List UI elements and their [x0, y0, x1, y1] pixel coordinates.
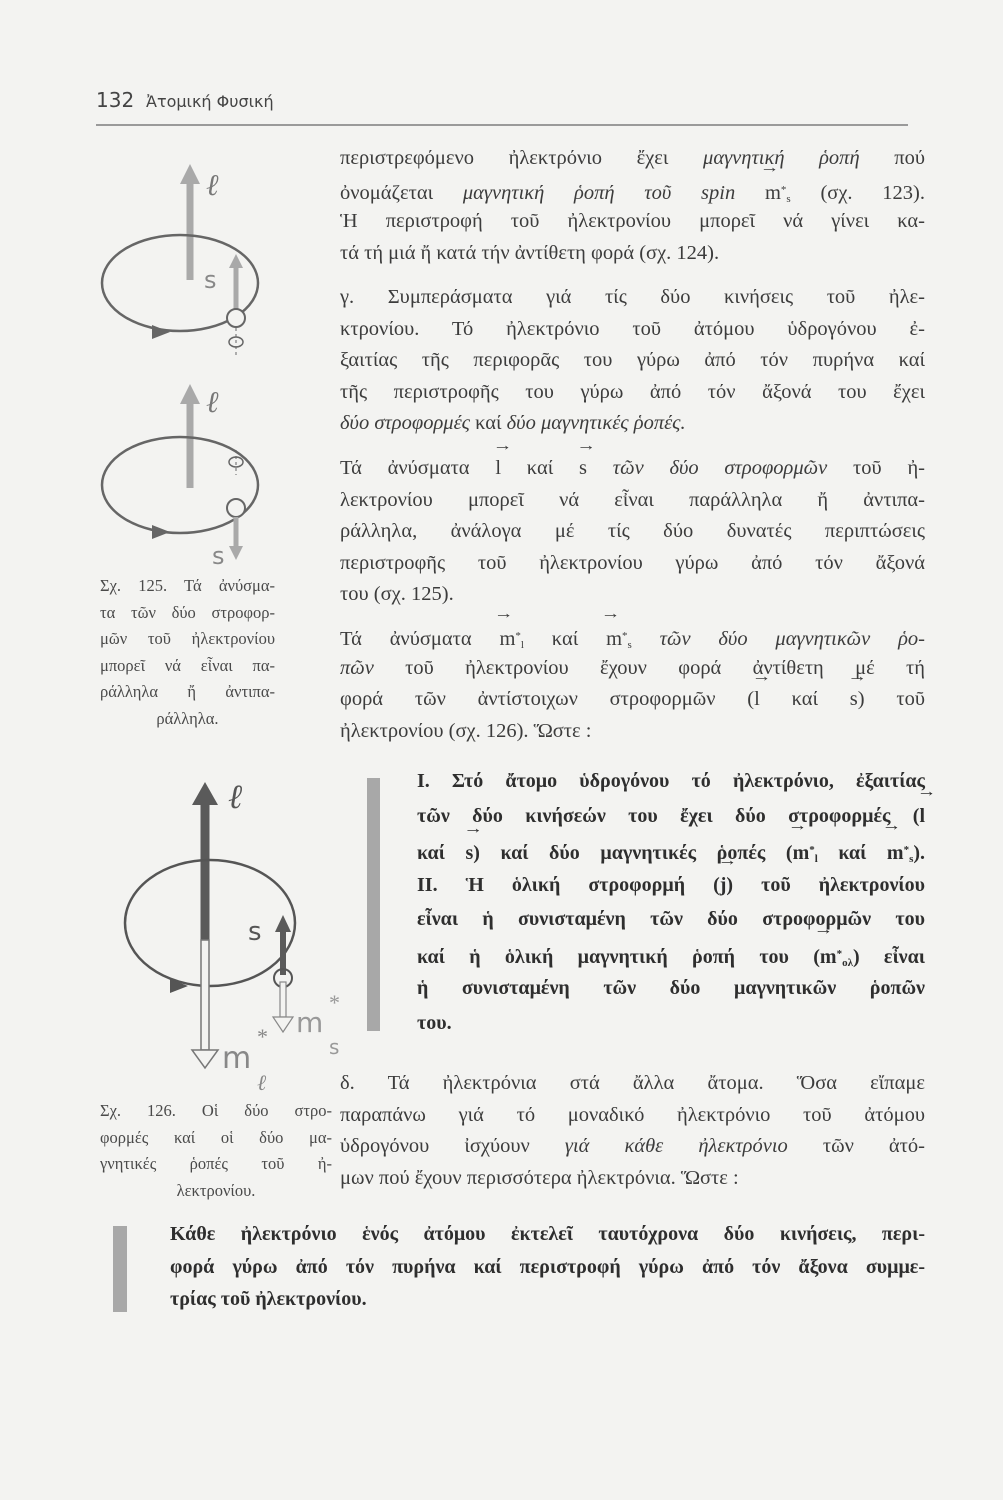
arrow-head — [229, 546, 243, 560]
label-l: ℓ — [206, 386, 219, 419]
text: καί — [417, 842, 466, 864]
text-line — [340, 314, 925, 346]
vector-symbol: → l — [495, 453, 501, 485]
label-s: s — [248, 917, 262, 947]
text-line — [340, 684, 925, 716]
text-line — [340, 408, 925, 440]
text-line — [170, 1218, 925, 1251]
text: τοῦ ἠ- — [827, 457, 926, 479]
text-line — [340, 453, 925, 485]
arrow-head — [180, 384, 200, 404]
text: ράλληλα, ἀνάλογα μέ τίς δύο δυνατές περιπτώσεις — [340, 520, 925, 543]
caption-figure-126 — [100, 1098, 332, 1204]
final-box-bar — [113, 1226, 127, 1312]
text: II. Ἡ ὁλική στροφορμή ( — [417, 873, 720, 896]
italic-text: τῶν δύο μαγνητικῶν ῥο- — [659, 628, 926, 650]
text: Τά ἀνύσματα — [340, 457, 496, 479]
vector-symbol: → $m^*_s$ — [765, 175, 791, 216]
text-line — [170, 1251, 925, 1284]
text: ) τοῦ — [857, 688, 925, 711]
arrow-head — [273, 1017, 293, 1032]
italic-text: πῶν — [340, 656, 374, 679]
vector-symbol: → $m^*_s$ — [606, 621, 632, 662]
text: τῆς περιστροφῆς του γύρω ἀπό τόν ἄξονά του ἔχει — [340, 380, 925, 403]
vector-symbol: → s — [579, 453, 587, 485]
electron — [227, 309, 245, 327]
text-line — [340, 621, 925, 653]
label-ms-sub: s — [329, 1035, 340, 1059]
text: τῶν ἀτό- — [787, 1135, 925, 1158]
arrow-head — [229, 254, 243, 268]
text: ) εἶναι — [852, 945, 925, 968]
figure-125 — [100, 150, 300, 570]
text: γνητικές ῥοπές τοῦ ἠ- — [100, 1154, 332, 1174]
spin-magnetic-moment-arrow — [280, 982, 286, 1017]
vector-symbol: → $m^*_l$ — [499, 621, 524, 662]
text-line — [100, 600, 275, 627]
text: περιστρεφόμενο ἠλεκτρόνιο ἔχει — [340, 147, 704, 169]
label-s: s — [212, 542, 225, 570]
arrow-head — [192, 782, 218, 805]
text — [632, 628, 660, 650]
text: φορά γύρω ἀπό τόν πυρήνα καί περιστροφή γύρω ἀπό τόν ἄξονα συμμε- — [170, 1255, 925, 1278]
text-line — [340, 377, 925, 409]
text-line — [170, 1283, 925, 1316]
text: τοῦ ἠλεκτρονίου ἔχουν φορά ἀντίθετη μέ τή — [373, 656, 925, 679]
summary-box-bar — [367, 778, 380, 1031]
text: ἡ συνισταμένη τῶν δύο μαγνητικῶν ῥοπῶν — [417, 977, 925, 999]
text-line — [100, 679, 275, 706]
text-line — [340, 175, 925, 207]
text-line — [340, 1100, 925, 1132]
text-line — [417, 868, 925, 903]
label-s: s — [204, 266, 217, 294]
label-l: ℓ — [228, 779, 243, 816]
text: ράλληλα ἤ ἀντιπα- — [100, 682, 275, 702]
label-ml-star: * — [257, 1024, 268, 1049]
vector-symbol: → s — [850, 684, 858, 716]
text: του. — [417, 1011, 452, 1034]
text: ὑδρογόνου ἰσχύουν — [340, 1135, 565, 1158]
vector-symbol: → $m^*_l$ — [793, 833, 818, 877]
text: λεκτρονίου μπορεῖ νά εἶναι παράλληλα ἤ ἀντιπα- — [340, 488, 925, 511]
text: Κάθε ἠλεκτρόνιο ἑνός ἀτόμου ἐκτελεῖ ταυτόχρονα δύο κινήσεις, περι- — [170, 1223, 925, 1245]
text-line — [340, 1131, 925, 1163]
text-line — [340, 1068, 925, 1100]
text: κτρονίου. Τό ἠλεκτρόνιο τοῦ ἀτόμου ὑδρογόνου ἐ- — [340, 317, 925, 340]
italic-text: τῶν δύο στροφορμῶν — [612, 457, 828, 479]
text-line — [340, 1163, 925, 1195]
text: καί — [501, 457, 579, 479]
arrow-head — [275, 915, 291, 932]
text-line — [340, 143, 925, 175]
text: τρίας τοῦ ἠλεκτρονίου. — [170, 1288, 367, 1310]
text-line — [100, 1098, 332, 1125]
text-line — [340, 206, 925, 238]
vector-symbol: → l — [754, 684, 760, 716]
fig125-bottom-diagram — [102, 384, 258, 570]
italic-text: γιά κάθε ἠλεκτρόνιο — [564, 1135, 788, 1158]
label-ml: m — [222, 1041, 252, 1076]
orbital-magnetic-moment-arrow — [201, 940, 209, 1050]
electron — [227, 499, 245, 517]
vector-symbol: → $m^*_{o\lambda}$ — [820, 937, 853, 981]
header-rule — [96, 124, 908, 126]
text-line — [340, 345, 925, 377]
text: Σχ. 125. Τά ἀνύσμα- — [100, 576, 275, 595]
fig125-top-diagram — [102, 164, 258, 355]
text: εἶναι ἡ συνισταμένη τῶν δύο στροφορμῶν του — [417, 908, 925, 930]
text-line — [417, 764, 925, 799]
italic-text: δύο μαγνητικές ῥοπές. — [506, 412, 686, 435]
text-line — [100, 626, 275, 653]
text: γ. Συμπεράσματα γιά τίς δύο κινήσεις τοῦ ἠλε- — [340, 286, 925, 308]
text-line — [417, 799, 925, 834]
running-title: Ἀτομική Φυσική — [146, 92, 274, 111]
text: καί — [523, 628, 607, 650]
text-line — [417, 833, 925, 868]
vector-symbol: → j — [720, 868, 727, 903]
text: καί — [469, 412, 507, 435]
vector-symbol: → l — [919, 799, 925, 834]
text: δ. Τά ἠλεκτρόνια στά ἄλλα ἄτομα. Ὅσα εἴπαμε — [340, 1072, 925, 1094]
text-line — [417, 1006, 925, 1041]
italic-text: μαγνητική ῥοπή — [703, 147, 860, 169]
text-line — [340, 282, 925, 314]
text: ) καί δύο μαγνητικές ῥοπές ( — [473, 842, 793, 864]
text: λεκτρονίου. — [176, 1180, 256, 1200]
text-line — [340, 516, 925, 548]
label-ms: m — [296, 1006, 324, 1039]
text: καί — [759, 688, 850, 711]
text: ράλληλα. — [156, 708, 219, 728]
text: τά τή μιά ἤ κατά τήν ἀντίθετη φορά (σχ. 124). — [340, 241, 720, 264]
text: (σχ. 123). — [790, 181, 925, 204]
paragraph-conclusions — [340, 282, 925, 440]
italic-text: δύο στροφορμές — [340, 412, 470, 435]
text: καί — [817, 842, 887, 864]
text: μῶν τοῦ ἠλεκτρονίου — [100, 629, 275, 649]
text-line — [417, 937, 925, 972]
text-line — [340, 485, 925, 517]
text-line — [340, 653, 925, 685]
paragraph-magnetic-moment-vectors — [340, 621, 925, 747]
text-line — [100, 706, 275, 733]
text-line — [100, 1125, 332, 1152]
text: ὀνομάζεται — [340, 181, 463, 204]
text: τα τῶν δύο στροφορ- — [100, 602, 275, 622]
text: Σχ. 126. Οἱ δύο στρο- — [100, 1101, 332, 1120]
text: ξαιτίας τῆς περιφορᾶς του γύρω ἀπό τόν πυρήνα καί — [340, 349, 925, 372]
text-line — [100, 653, 275, 680]
text: καί ἡ ὁλική μαγνητική ῥοπή του ( — [417, 945, 820, 968]
label-ml-sub: ℓ — [257, 1070, 267, 1095]
text-line — [100, 1178, 332, 1205]
arrow-head — [180, 164, 200, 184]
text: του (σχ. 125). — [340, 583, 454, 606]
final-summary — [170, 1218, 925, 1316]
vector-symbol: → s — [466, 836, 474, 871]
text-line — [340, 548, 925, 580]
paragraph-other-atoms — [340, 1068, 925, 1194]
summary-box — [417, 764, 925, 1040]
text-line — [340, 238, 925, 270]
text-line — [100, 573, 275, 600]
figure-126 — [100, 760, 362, 1100]
text: παραπάνω γιά τό μοναδικό ἠλεκτρόνιο τοῦ ἀτόμου — [340, 1103, 925, 1126]
label-l: ℓ — [206, 169, 219, 202]
text: Ἡ περιστροφή τοῦ ἠλεκτρονίου μπορεῖ νά γίνει κα- — [340, 210, 925, 233]
text — [587, 457, 613, 479]
text: μων πού ἔχουν περισσότερα ἠλεκτρόνια. Ὥστε : — [340, 1166, 739, 1189]
orbit-direction-arrow — [152, 525, 170, 539]
text: περιστροφῆς τοῦ ἠλεκτρονίου γύρω ἀπό τόν ἄξονά — [340, 551, 925, 574]
paragraph-angular-momentum-vectors — [340, 453, 925, 611]
orbit-direction-arrow — [152, 325, 170, 339]
text: φορά τῶν ἀντίστοιχων στροφορμῶν ( — [340, 688, 755, 711]
vector-symbol: → $m^*_s$ — [887, 833, 913, 877]
text: μπορεῖ νά εἶναι πα- — [100, 655, 275, 675]
text: ) τοῦ ἠλεκτρονίου — [726, 873, 926, 896]
text-line — [340, 716, 925, 748]
orbit-ellipse — [125, 860, 295, 986]
text: τῶν δύο κινήσεών του ἔχει δύο στροφορμές ( — [417, 804, 920, 827]
text: φορμές καί οἱ δύο μα- — [100, 1127, 332, 1147]
caption-figure-125 — [100, 573, 275, 733]
text: I. Στό ἄτομο ὑδρογόνου τό ἠλεκτρόνιο, ἐξαιτίας — [417, 770, 925, 792]
paragraph-spin-moment — [340, 143, 925, 269]
text: ). — [913, 842, 926, 864]
arrow-head — [192, 1050, 218, 1068]
text-line — [100, 1151, 332, 1178]
text: Τά ἀνύσματα — [340, 628, 500, 650]
label-ms-star: * — [329, 990, 340, 1015]
text: πού — [859, 147, 925, 169]
text: ἠλεκτρονίου (σχ. 126). Ὥστε : — [340, 719, 592, 742]
page-number: 132 — [96, 88, 135, 112]
italic-text: μαγνητική ῥοπή τοῦ spin — [462, 181, 765, 204]
